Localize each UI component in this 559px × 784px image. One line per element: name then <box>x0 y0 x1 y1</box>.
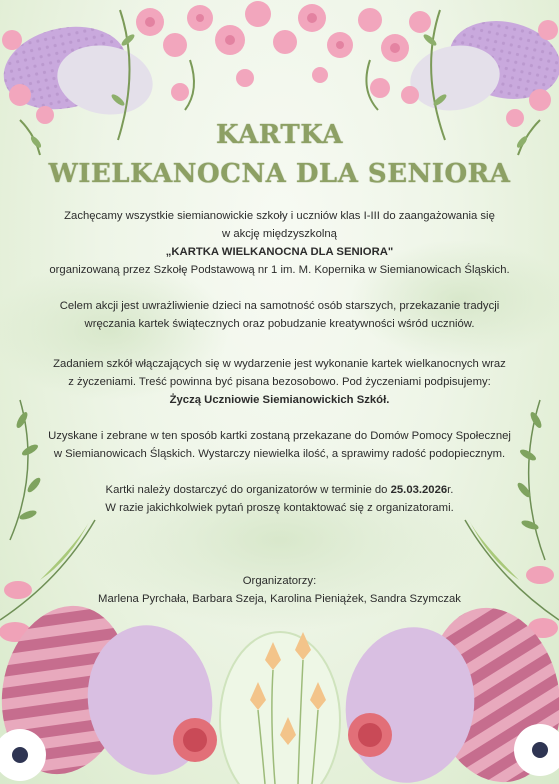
intro-line-4: organizowaną przez Szkołę Podstawową nr 1 im. M. Kopernika w Siemianowicach Śląskich. <box>49 264 510 276</box>
goal-line-2: wręczania kartek świątecznych oraz pobudzanie kreatywności wśród uczniów. <box>84 318 475 330</box>
title-line-1: KARTKA <box>216 120 343 150</box>
goal-paragraph <box>30 297 529 333</box>
deadline-suffix: r. <box>447 484 454 496</box>
floral-white-egg-bottom-center <box>220 632 340 784</box>
delivery-line-1: Uzyskane i zebrane w ten sposób kartki zostaną przekazane do Domów Pomocy Społecznej <box>48 430 511 442</box>
deadline-paragraph <box>30 481 529 517</box>
campaign-name: „KARTKA WIELKANOCNA DLA SENIORA" <box>165 246 394 258</box>
deadline-line-1 <box>30 481 529 499</box>
goal-line-1: Celem akcji jest uwrażliwienie dzieci na samotność osób starszych, przekazanie tradycji <box>59 300 500 312</box>
task-line-1: Zadaniem szkół włączających się w wydarzenie jest wykonanie kartek wielkanocnych wraz <box>53 358 506 370</box>
organizers-label: Organizatorzy: <box>242 575 317 587</box>
deadline-prefix: Kartki należy dostarczyć do organizatorów w terminie do <box>105 484 391 496</box>
signature-wish: Życzą Uczniowie Siemianowickich Szkół. <box>169 394 390 406</box>
task-paragraph <box>30 355 529 409</box>
intro-line-1: Zachęcamy wszystkie siemianowickie szkoły i uczniów klas I-III do zaangażowania się <box>64 210 495 222</box>
delivery-paragraph <box>30 427 529 463</box>
delivery-line-2: w Siemianowicach Śląskich. Wystarczy niewielka ilość, a sprawimy radość podopiecznym. <box>53 448 506 460</box>
organizers-names: Marlena Pyrchała, Barbara Szeja, Karolina Pieniążek, Sandra Szymczak <box>98 593 461 605</box>
deadline-date: 25.03.2026 <box>390 484 448 496</box>
title-line-2: WIELKANOCNA DLA SENIORA <box>48 159 511 189</box>
task-line-2: z życzeniami. Treść powinna być pisana bezosobowo. Pod życzeniami podpisujemy: <box>68 376 491 388</box>
deadline-line-2: W razie jakichkolwiek pytań proszę kontaktować się z organizatorami. <box>105 502 454 514</box>
organizers-section <box>30 572 529 608</box>
intro-paragraph <box>30 207 529 279</box>
intro-line-2: w akcję międzyszkolną <box>222 228 337 240</box>
lavender-easter-egg-top-left <box>0 16 158 122</box>
